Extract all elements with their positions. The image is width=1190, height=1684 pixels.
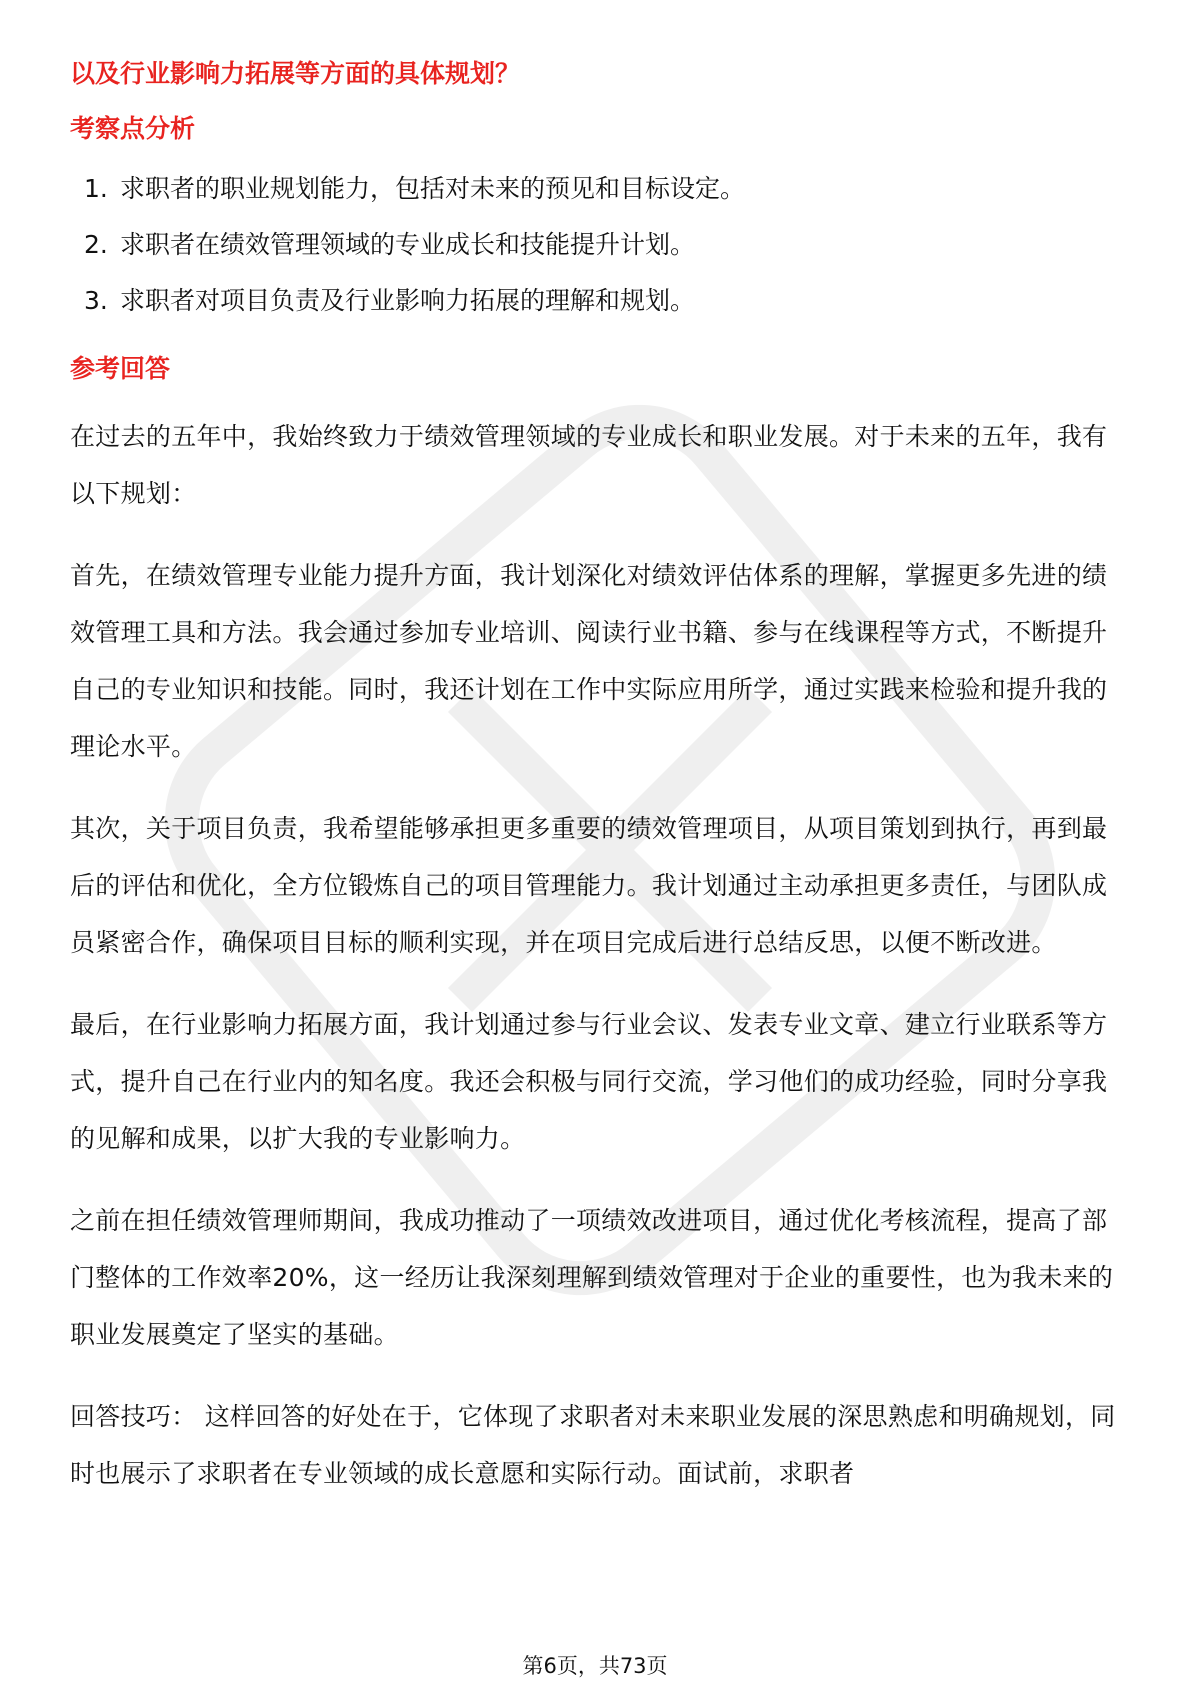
point-number: 3.: [84, 286, 108, 315]
analysis-points: [70, 170, 1120, 320]
analysis-point: [70, 282, 1120, 320]
answer-tip-paragraph: 回答技巧： 这样回答的好处在于，它体现了求职者对未来职业发展的深思熟虑和明确规划，同时也展示了求职者在专业领域的成长意愿和实际行动。面试前，求职者: [70, 1402, 1116, 1488]
answer-paragraph: 之前在担任绩效管理师期间，我成功推动了一项绩效改进项目，通过优化考核流程，提高了部门整体的工作效率20%，这一经历让我深刻理解到绩效管理对于企业的重要性，也为我未来的职业发展奠定了坚实的基础。: [70, 1206, 1114, 1349]
answer-paragraph: 其次，关于项目负责，我希望能够承担更多重要的绩效管理项目，从项目策划到执行，再到最后的评估和优化，全方位锻炼自己的项目管理能力。我计划通过主动承担更多责任，与团队成员紧密合作，确保项目目标的顺利实现，并在项目完成后进行总结反思，以便不断改进。: [70, 814, 1108, 957]
answer-paragraph: 在过去的五年中，我始终致力于绩效管理领域的专业成长和职业发展。对于未来的五年，我有以下规划：: [70, 422, 1108, 508]
page-number: 第6页，共73页: [522, 1654, 668, 1678]
analysis-point: [70, 170, 1120, 208]
point-text: 求职者的职业规划能力，包括对未来的预见和目标设定。: [120, 174, 746, 203]
point-number: 2.: [84, 230, 108, 259]
point-text: 求职者在绩效管理领域的专业成长和技能提升计划。: [120, 230, 696, 259]
answer-paragraph: 首先，在绩效管理专业能力提升方面，我计划深化对绩效评估体系的理解，掌握更多先进的绩效管理工具和方法。我会通过参加专业培训、阅读行业书籍、参与在线课程等方式，不断提升自己的专业知识和技能。同时，我还计划在工作中实际应用所学，通过实践来检验和提升我的理论水平。: [70, 561, 1108, 761]
point-text: 求职者对项目负责及行业影响力拓展的理解和规划。: [120, 286, 696, 315]
answer-body: [70, 408, 1120, 1502]
answer-heading: 参考回答: [70, 354, 171, 383]
question-tail: 以及行业影响力拓展等方面的具体规划？: [70, 59, 521, 88]
point-number: 1.: [84, 174, 108, 203]
answer-paragraph: 最后，在行业影响力拓展方面，我计划通过参与行业会议、发表专业文章、建立行业联系等方式，提升自己在行业内的知名度。我还会积极与同行交流，学习他们的成功经验，同时分享我的见解和成果，以扩大我的专业影响力。: [70, 1010, 1108, 1153]
analysis-heading: 考察点分析: [70, 114, 196, 143]
document-content: [70, 55, 1120, 1527]
analysis-point: [70, 226, 1120, 264]
